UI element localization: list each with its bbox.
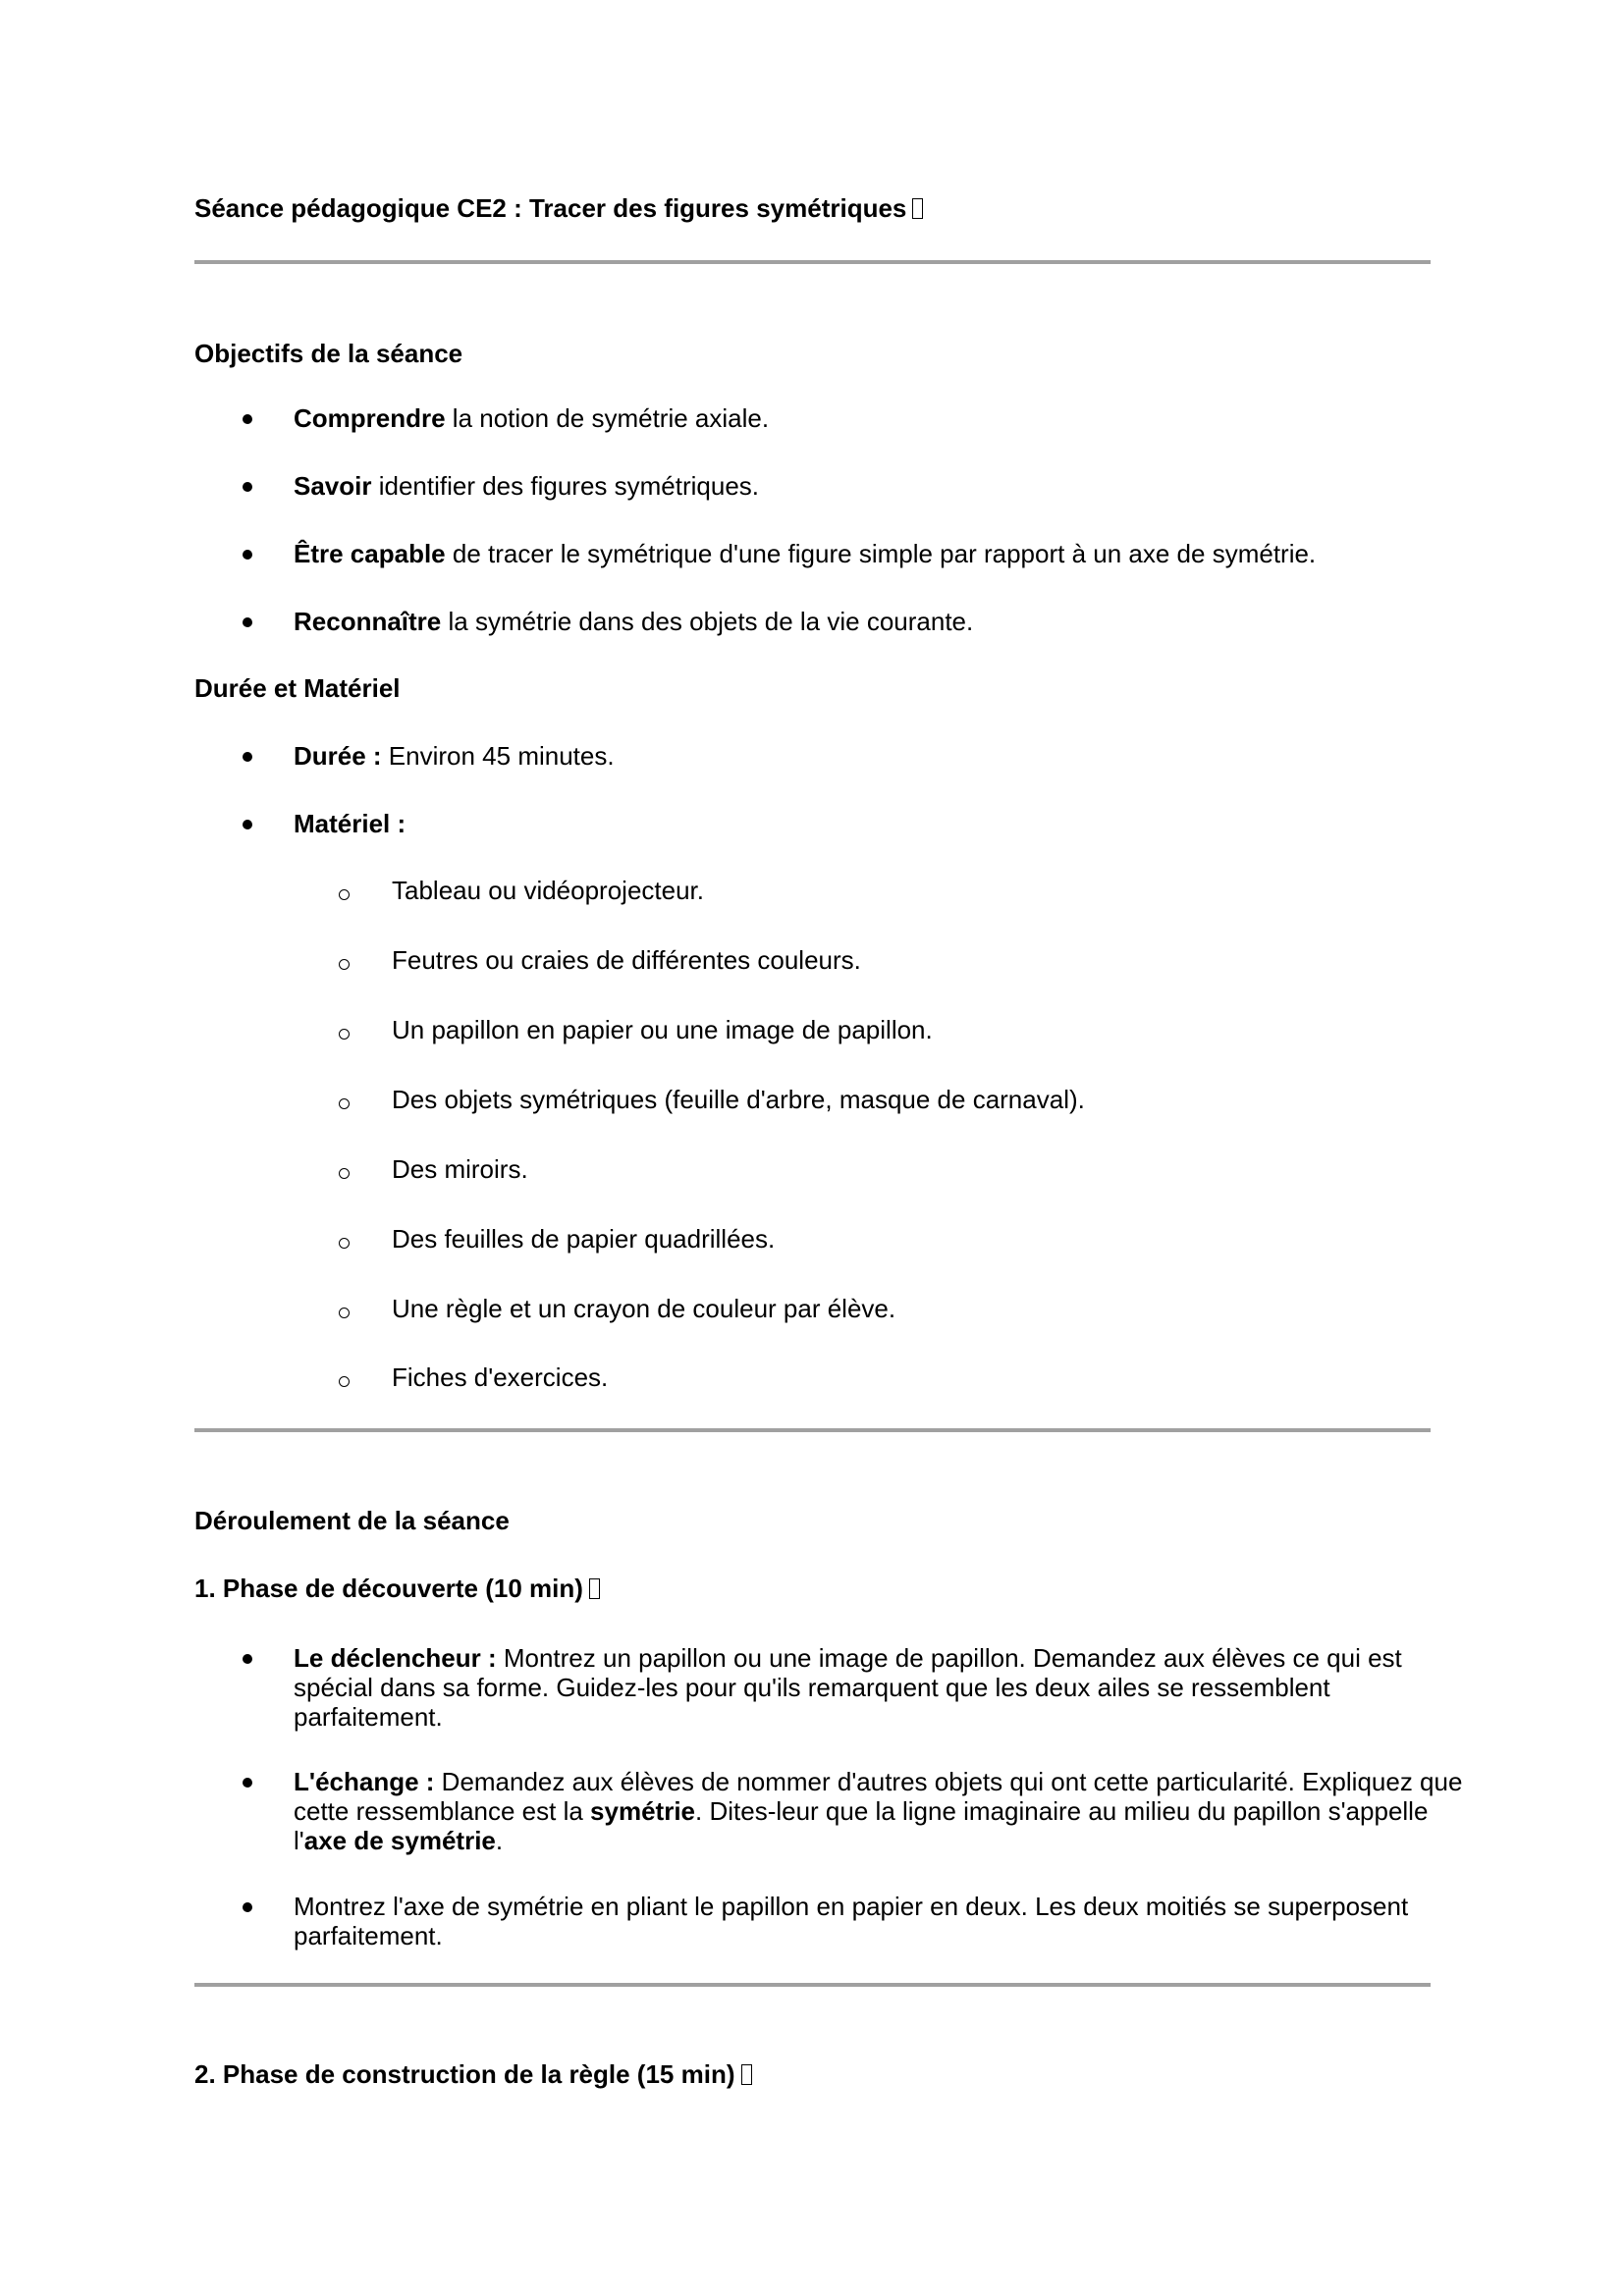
missing-glyph-icon bbox=[589, 1578, 600, 1599]
phase-2-title bbox=[194, 2059, 752, 2089]
section-heading-duration-material: Durée et Matériel bbox=[194, 673, 401, 703]
item-text: Des miroirs. bbox=[392, 1154, 528, 1184]
missing-glyph-icon bbox=[741, 2064, 752, 2085]
item-text: Montrez l'axe de symétrie en pliant le papillon en papier en deux. Les deux moitiés se superposent bbox=[294, 1892, 1409, 1921]
item-text: . Dites-leur que la ligne imaginaire au milieu du papillon s'appelle bbox=[695, 1796, 1429, 1826]
item-keyword: Être capable bbox=[294, 539, 446, 568]
item-text: l' bbox=[294, 1826, 304, 1855]
item-text: Une règle et un crayon de couleur par élève. bbox=[392, 1294, 896, 1323]
phase-2-title-text: 2. Phase de construction de la règle (15 min) bbox=[194, 2059, 735, 2089]
section-heading-progress: Déroulement de la séance bbox=[194, 1506, 510, 1535]
item-text: spécial dans sa forme. Guidez-les pour qu'ils remarquent que les deux ailes se ressemblent bbox=[294, 1673, 1330, 1702]
item-text: Environ 45 minutes. bbox=[381, 741, 615, 771]
item-text: la notion de symétrie axiale. bbox=[445, 403, 770, 433]
item-text: de tracer le symétrique d'une figure simple par rapport à un axe de symétrie. bbox=[445, 539, 1317, 568]
item-text: identifier des figures symétriques. bbox=[371, 471, 760, 501]
item-keyword: L'échange : bbox=[294, 1767, 435, 1796]
item-text: la symétrie dans des objets de la vie courante. bbox=[441, 607, 974, 636]
phase-1-title bbox=[194, 1574, 600, 1603]
item-keyword: Comprendre bbox=[294, 403, 446, 433]
item-text: parfaitement. bbox=[294, 1921, 443, 1950]
item-text: parfaitement. bbox=[294, 1702, 443, 1732]
item-keyword: Matériel : bbox=[294, 809, 406, 838]
missing-glyph-icon bbox=[912, 198, 923, 219]
item-keyword: Savoir bbox=[294, 471, 372, 501]
item-keyword: symétrie bbox=[590, 1796, 696, 1826]
document-title-text: Séance pédagogique CE2 : Tracer des figures symétriques bbox=[194, 193, 907, 223]
item-text: Tableau ou vidéoprojecteur. bbox=[392, 876, 705, 905]
horizontal-rule bbox=[194, 260, 1431, 264]
item-text: Demandez aux élèves de nommer d'autres objets qui ont cette particularité. Expliquez que bbox=[434, 1767, 1463, 1796]
item-text: Des objets symétriques (feuille d'arbre, masque de carnaval). bbox=[392, 1085, 1085, 1114]
item-keyword: Le déclencheur : bbox=[294, 1643, 497, 1673]
item-text: Fiches d'exercices. bbox=[392, 1362, 609, 1392]
item-keyword: Durée : bbox=[294, 741, 382, 771]
item-text: . bbox=[495, 1826, 504, 1855]
horizontal-rule bbox=[194, 1983, 1431, 1987]
item-text: Des feuilles de papier quadrillées. bbox=[392, 1224, 776, 1254]
horizontal-rule bbox=[194, 1428, 1431, 1432]
phase-1-title-text: 1. Phase de découverte (10 min) bbox=[194, 1574, 583, 1603]
item-text: cette ressemblance est la bbox=[294, 1796, 591, 1826]
section-heading-objectives: Objectifs de la séance bbox=[194, 339, 463, 368]
item-text: Feutres ou craies de différentes couleurs. bbox=[392, 945, 861, 975]
item-text: Montrez un papillon ou une image de papillon. Demandez aux élèves ce qui est bbox=[496, 1643, 1402, 1673]
item-keyword: Reconnaître bbox=[294, 607, 442, 636]
item-keyword: axe de symétrie bbox=[303, 1826, 496, 1855]
document-title bbox=[194, 193, 923, 223]
item-text: Un papillon en papier ou une image de papillon. bbox=[392, 1015, 933, 1044]
